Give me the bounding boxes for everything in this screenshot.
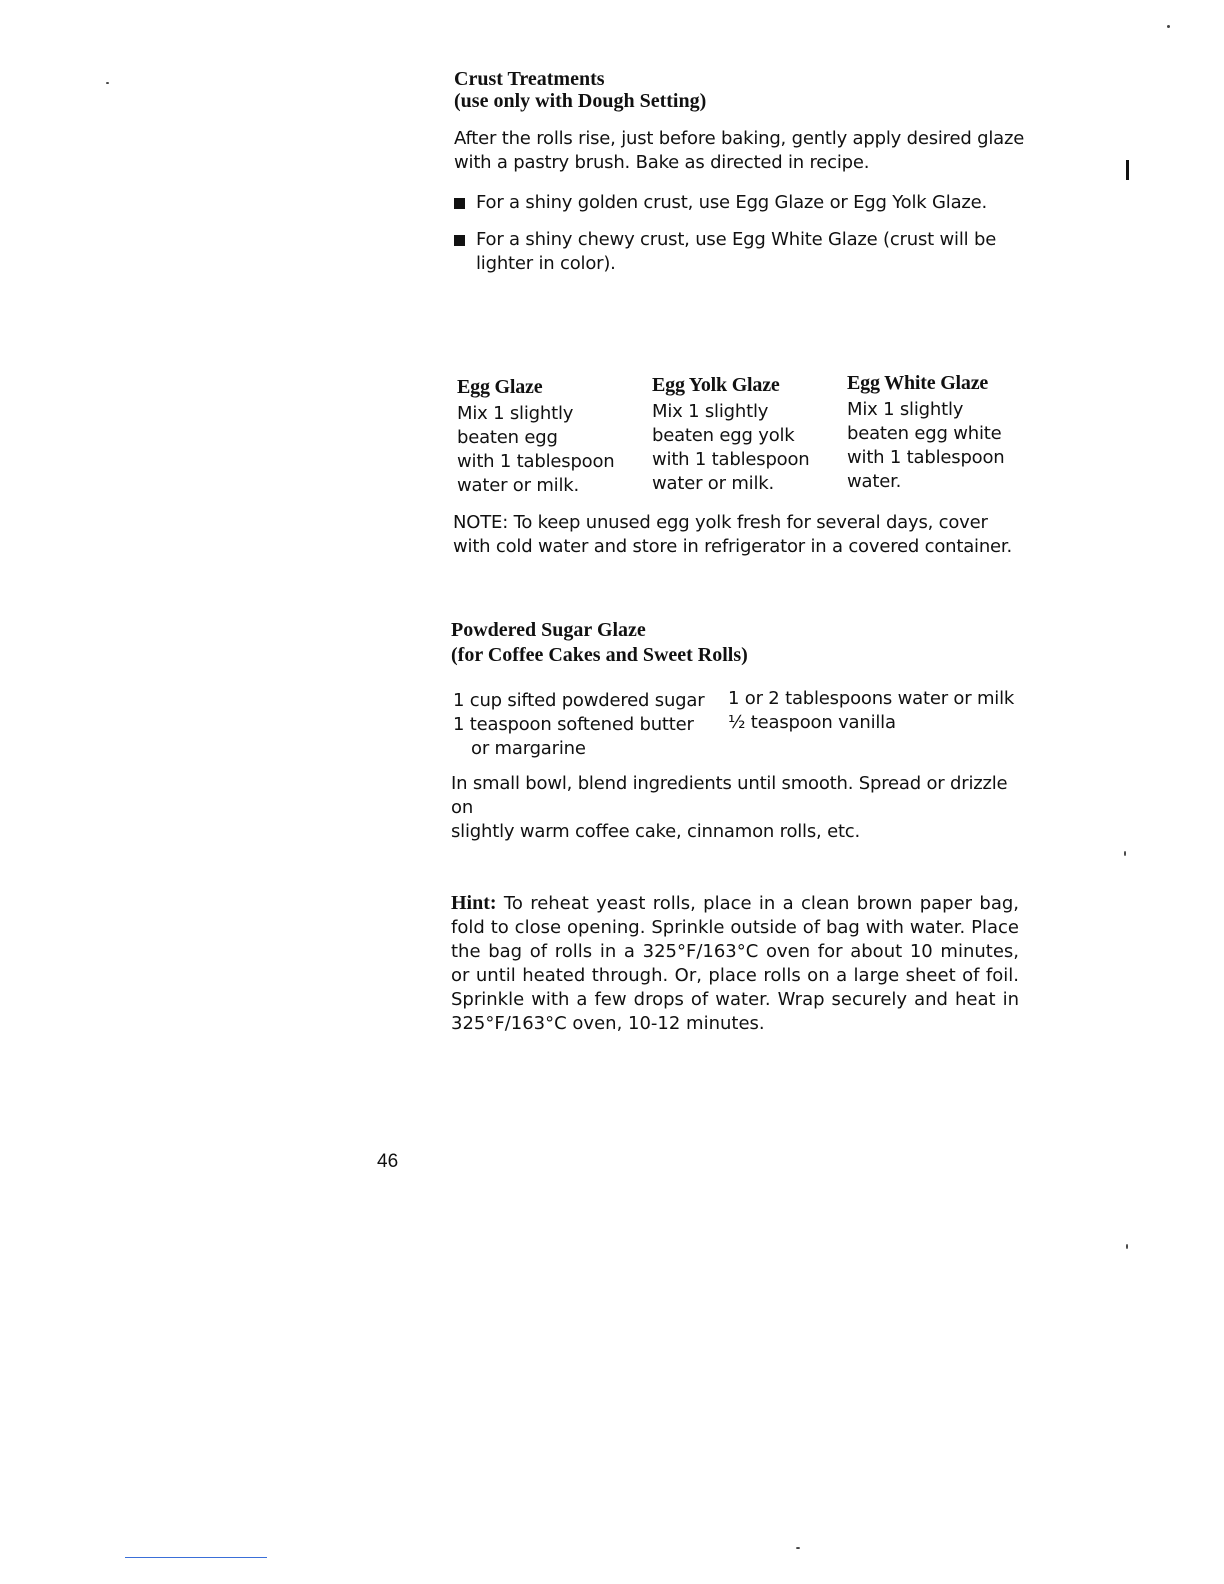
glaze-line: beaten egg white [847, 423, 1002, 444]
glaze-line: Mix 1 slightly [652, 401, 769, 422]
bullet-square-icon [454, 198, 465, 209]
crust-intro-line: with a pastry brush. Bake as directed in recipe. [454, 152, 870, 173]
ingredient-line: or margarine [471, 738, 586, 759]
glaze-line: beaten egg yolk [652, 425, 795, 446]
speck [1126, 1244, 1128, 1249]
method-line: In small bowl, blend ingredients until smooth. Spread or drizzle on [451, 773, 1008, 818]
glaze-line: Mix 1 slightly [847, 399, 964, 420]
ingredient-line: ½ teaspoon vanilla [728, 712, 896, 733]
powdered-method [451, 772, 1031, 844]
bottom-rule [125, 1557, 267, 1558]
speck [796, 1547, 800, 1549]
glaze-line: with 1 tablespoon [847, 447, 1005, 468]
crust-title: Crust Treatments [454, 68, 605, 90]
powdered-subtitle: (for Coffee Cakes and Sweet Rolls) [451, 644, 748, 666]
hint-paragraph [451, 891, 1019, 1036]
glaze-line: beaten egg [457, 427, 558, 448]
note-line: with cold water and store in refrigerator in a covered container. [453, 536, 1012, 557]
crust-subtitle: (use only with Dough Setting) [454, 90, 707, 112]
glaze-line: water or milk. [457, 475, 580, 496]
hint-text: To reheat yeast rolls, place in a clean brown paper bag, fold to close opening. Sprinkle outside of bag with water. Place the bag of rolls in a 325°F/163°C oven for about 10 minutes, or until heated through. Or, place rolls on a large sheet of foil. Sprinkle with a few drops of water. Wrap securely and heat in 325°F/163°C oven, 10-12 minutes. [451, 893, 1019, 1034]
bullet-text-line: lighter in color). [476, 253, 616, 274]
powdered-title: Powdered Sugar Glaze [451, 619, 646, 641]
hint-label: Hint: [451, 892, 497, 914]
crust-intro-line: After the rolls rise, just before baking, gently apply desired glaze [454, 128, 1025, 149]
speck [1124, 851, 1126, 856]
ingredient-line: 1 teaspoon softened butter [453, 714, 694, 735]
bullet-item [454, 228, 1034, 276]
speck [106, 82, 109, 84]
note-line: NOTE: To keep unused egg yolk fresh for several days, cover [453, 512, 988, 533]
ingredient-line: 1 cup sifted powdered sugar [453, 690, 705, 711]
glaze-line: with 1 tablespoon [457, 451, 615, 472]
bullet-text [476, 228, 996, 276]
glaze-line: water. [847, 471, 902, 492]
ingredients-left [453, 689, 704, 761]
glaze-line: Mix 1 slightly [457, 403, 574, 424]
bullet-text: For a shiny golden crust, use Egg Glaze or Egg Yolk Glaze. [476, 192, 988, 213]
glaze-column-egg-white [847, 370, 1037, 494]
method-line: slightly warm coffee cake, cinnamon rolls, etc. [451, 821, 861, 842]
margin-mark [1126, 160, 1129, 180]
bullet-square-icon [454, 235, 465, 246]
speck [1167, 25, 1170, 28]
bullet-text-line: For a shiny chewy crust, use Egg White Glaze (crust will be [476, 229, 997, 250]
glaze-title: Egg White Glaze [847, 372, 989, 394]
powdered-sugar-heading [451, 619, 748, 666]
page-number: 46 [377, 1151, 399, 1172]
crust-treatments-heading [454, 68, 706, 112]
glaze-line: water or milk. [652, 473, 775, 494]
note-paragraph [453, 511, 1033, 559]
glaze-title: Egg Glaze [457, 376, 543, 398]
glaze-column-egg [457, 374, 647, 498]
glaze-title: Egg Yolk Glaze [652, 374, 780, 396]
glaze-column-egg-yolk [652, 372, 842, 496]
ingredients-right [728, 687, 1014, 735]
bullet-item [454, 191, 1034, 215]
glaze-line: with 1 tablespoon [652, 449, 810, 470]
ingredient-line: 1 or 2 tablespoons water or milk [728, 688, 1015, 709]
crust-intro [454, 127, 1034, 175]
